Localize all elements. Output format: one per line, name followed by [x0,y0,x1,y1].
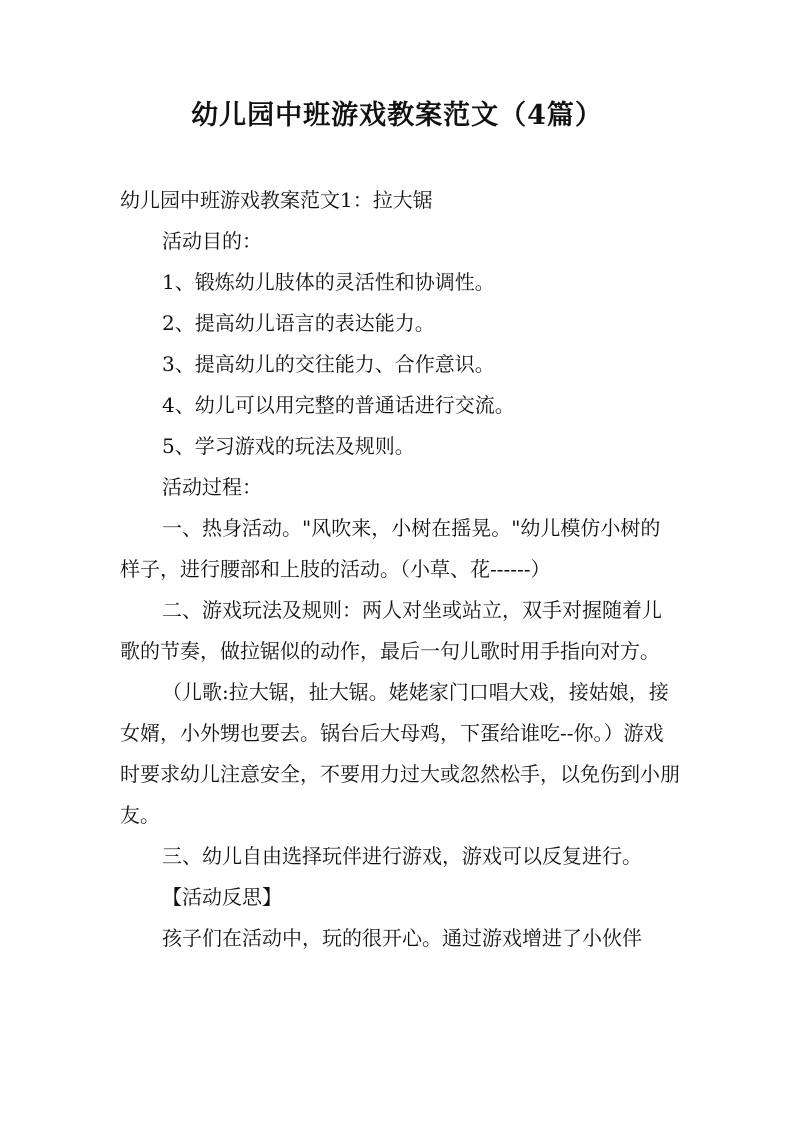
reflection-heading: 【活动反思】 [162,885,282,909]
objectives-heading: 活动目的： [162,229,262,253]
objective-item-3: 3、提高幼儿的交往能力、合作意识。 [162,352,495,376]
objective-item-1: 1、锻炼幼儿肢体的灵活性和协调性。 [162,270,495,294]
objective-item-5: 5、学习游戏的玩法及规则。 [162,434,415,458]
nursery-rhyme-paragraph: （儿歌:拉大锯，扯大锯。姥姥家门口唱大戏，接姑娘，接女婿，小外甥也要去。锅台后大母鸡，下蛋给谁吃--你。）游戏时要求幼儿注意安全，不要用力过大或忽然松手，以免伤到小朋友。 [120,680,680,827]
document-title: 幼儿园中班游戏教案范文（4篇） [191,100,603,131]
process-step-3: 三、幼儿自由选择玩伴进行游戏，游戏可以反复进行。 [162,844,642,868]
objective-item-2: 2、提高幼儿语言的表达能力。 [162,311,435,335]
process-step-2: 二、游戏玩法及规则：两人对坐或站立，双手对握随着儿歌的节奏，做拉锯似的动作，最后一句儿歌时用手指向对方。 [120,598,662,663]
section-heading: 幼儿园中班游戏教案范文1：拉大锯 [120,188,433,212]
process-step-1: 一、热身活动。"风吹来，小树在摇晃。"幼儿模仿小树的样子，进行腰部和上肢的活动。（小草、花------） [120,516,661,581]
process-heading: 活动过程： [162,475,262,499]
objective-item-4: 4、幼儿可以用完整的普通话进行交流。 [162,393,515,417]
reflection-text: 孩子们在活动中，玩的很开心。通过游戏增进了小伙伴 [162,926,642,950]
document-body [120,180,680,959]
